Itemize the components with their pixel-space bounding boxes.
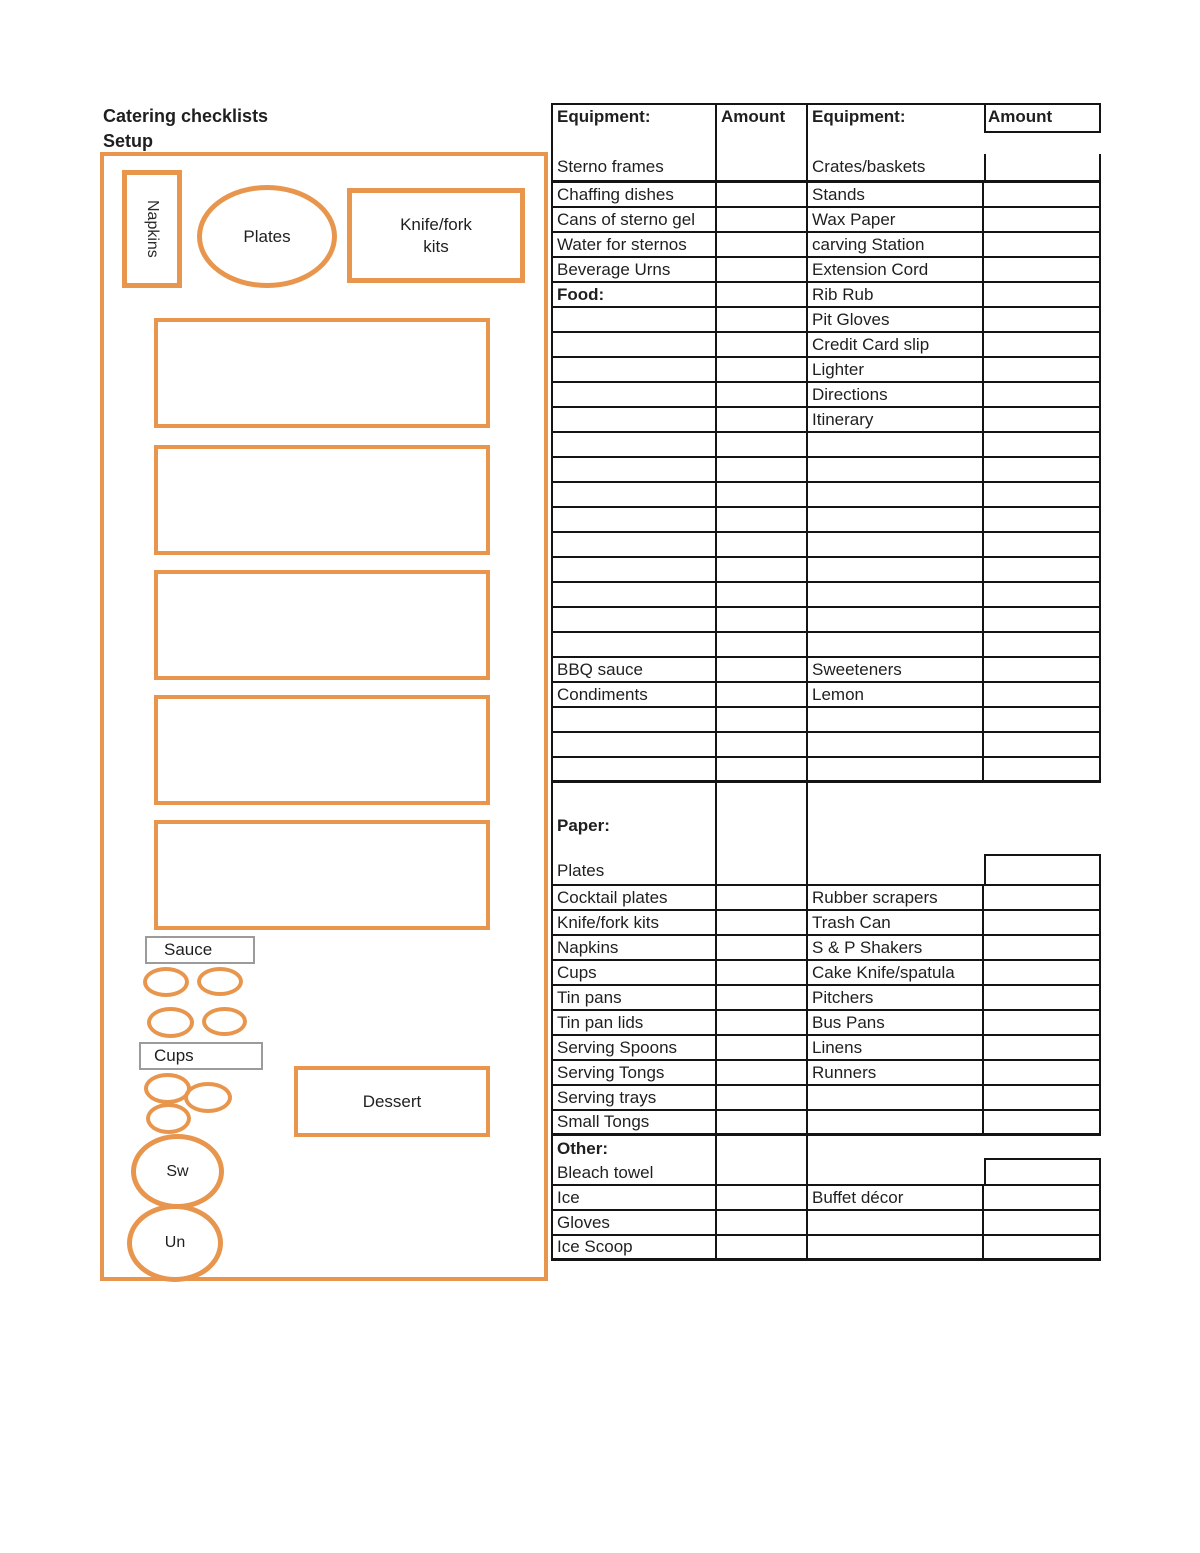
table-row (553, 483, 1101, 508)
amount-cell (984, 683, 1101, 706)
section-cell (553, 783, 717, 884)
table-row (553, 961, 1101, 986)
amount-cell (717, 683, 808, 706)
item-cell: Trash Can (808, 911, 984, 934)
amount-cell (984, 708, 1101, 731)
item-cell (553, 483, 717, 506)
table-row (553, 658, 1101, 683)
amount-cell (984, 558, 1101, 581)
amount-cell (984, 783, 1101, 884)
napkins-label: Napkins (144, 200, 161, 258)
amount-cell (984, 308, 1101, 331)
item-cell: Cake Knife/spatula (808, 961, 984, 984)
item-cell: Pitchers (808, 986, 984, 1009)
amount-cell (984, 658, 1101, 681)
item-cell: Pit Gloves (808, 308, 984, 331)
item-cell (553, 433, 717, 456)
section-label: Paper: (557, 816, 610, 835)
item-cell (553, 733, 717, 756)
table-row (553, 333, 1101, 358)
item-cell: Buffet décor (808, 1186, 984, 1209)
amount-cell (984, 583, 1101, 606)
plates-label: Plates (243, 226, 291, 246)
item-cell (553, 333, 717, 356)
item-cell (553, 383, 717, 406)
amount-cell (717, 886, 808, 909)
amount-cell (984, 1136, 1101, 1184)
item-cell (808, 708, 984, 731)
sweet-tea-circle (131, 1134, 224, 1209)
amount-cell (984, 1036, 1101, 1059)
item-cell: Beverage Urns (553, 258, 717, 281)
amount-cell (717, 911, 808, 934)
sauce-cup-ellipse (202, 1007, 247, 1036)
amount-cell (717, 105, 808, 180)
item-cell (808, 608, 984, 631)
table-row (553, 608, 1101, 633)
item-cell (553, 308, 717, 331)
item-cell: Condiments (553, 683, 717, 706)
amount-cell (984, 533, 1101, 556)
item-cell (808, 583, 984, 606)
amount-cell (717, 1236, 808, 1258)
amount-cell (984, 1186, 1101, 1209)
table-row (553, 1036, 1101, 1061)
amount-cell (984, 105, 1101, 180)
table-row (553, 683, 1101, 708)
amount-cell (984, 233, 1101, 256)
table-row (553, 183, 1101, 208)
item-cell: Crates/baskets (812, 157, 926, 176)
table-row (553, 433, 1101, 458)
item-cell: Serving Spoons (553, 1036, 717, 1059)
amount-cell (717, 233, 808, 256)
sweet-tea-label: Sw (166, 1162, 189, 1180)
item-cell: Lighter (808, 358, 984, 381)
amount-cell (984, 758, 1101, 780)
item-cell (808, 483, 984, 506)
amount-cell (717, 433, 808, 456)
amount-cell (984, 258, 1101, 281)
sauce-label-box (145, 936, 255, 964)
knife-fork-kits-box (347, 188, 525, 283)
amount-cell (717, 1036, 808, 1059)
item-cell (553, 633, 717, 656)
buffet-tray-rect (154, 820, 490, 930)
item-cell: Cans of sterno gel (553, 208, 717, 231)
item-cell (808, 1086, 984, 1109)
section-label: Equipment: (557, 107, 651, 126)
table-row (553, 408, 1101, 433)
knife-fork-label-line2: kits (423, 236, 449, 256)
unsweet-tea-label: Un (164, 1234, 186, 1251)
amount-cell (984, 408, 1101, 431)
section-cell (553, 105, 717, 180)
amount-cell (717, 1211, 808, 1234)
amount-cell (984, 1011, 1101, 1034)
amount-cell (984, 633, 1101, 656)
table-row (553, 1086, 1101, 1111)
table-row (553, 758, 1101, 783)
item-cell: Cups (553, 961, 717, 984)
table-row (553, 308, 1101, 333)
section-cell (808, 1136, 984, 1184)
item-cell: S & P Shakers (808, 936, 984, 959)
item-cell: Lemon (808, 683, 984, 706)
amount-cell (717, 608, 808, 631)
sauce-cup-ellipse (147, 1007, 194, 1038)
amount-cell (984, 383, 1101, 406)
amount-cell (717, 408, 808, 431)
amount-cell (717, 583, 808, 606)
amount-cell (717, 533, 808, 556)
item-cell: Tin pans (553, 986, 717, 1009)
plates-ellipse (197, 185, 337, 288)
item-cell (808, 558, 984, 581)
sauce-cup-ellipse (143, 967, 189, 997)
table-row (553, 633, 1101, 658)
amount-cell (984, 458, 1101, 481)
table-row (553, 1061, 1101, 1086)
item-cell: carving Station (808, 233, 984, 256)
table-section-row (553, 783, 1101, 886)
item-cell: Sterno frames (557, 157, 664, 176)
table-section-row (553, 105, 1101, 183)
table-section-row (553, 1136, 1101, 1186)
amount-cell (717, 333, 808, 356)
item-cell: Bus Pans (808, 1011, 984, 1034)
item-cell: Chaffing dishes (553, 183, 717, 206)
item-cell (553, 358, 717, 381)
item-cell (808, 633, 984, 656)
table-row (553, 533, 1101, 558)
amount-cell (984, 1236, 1101, 1258)
table-row (553, 1236, 1101, 1261)
item-cell: Small Tongs (553, 1111, 717, 1133)
amount-cell (717, 1111, 808, 1133)
amount-cell (717, 1136, 808, 1184)
item-cell (808, 733, 984, 756)
amount-cell (717, 358, 808, 381)
amount-cell (717, 458, 808, 481)
amount-cell (717, 1011, 808, 1034)
table-row (553, 1186, 1101, 1211)
table-row (553, 733, 1101, 758)
amount-cell (984, 608, 1101, 631)
item-cell (808, 1111, 984, 1133)
cups-label: Cups (154, 1046, 194, 1065)
table-row (553, 208, 1101, 233)
item-cell: Linens (808, 1036, 984, 1059)
amount-cell (717, 208, 808, 231)
table-row (553, 886, 1101, 911)
sauce-label: Sauce (164, 940, 213, 959)
buffet-tray-rect (154, 318, 490, 428)
dessert-label: Dessert (362, 1091, 422, 1111)
page-title: Catering checklists (103, 106, 269, 126)
amount-cell (717, 308, 808, 331)
page-subtitle: Setup (103, 131, 154, 151)
table-row (553, 358, 1101, 383)
table-row (553, 458, 1101, 483)
item-cell: Rib Rub (808, 283, 984, 306)
item-cell: Wax Paper (808, 208, 984, 231)
napkins-box (122, 170, 182, 288)
item-cell (553, 508, 717, 531)
amount-cell (717, 733, 808, 756)
table-row (553, 1111, 1101, 1136)
amount-cell (984, 886, 1101, 909)
amount-cell (717, 558, 808, 581)
amount-cell (717, 1061, 808, 1084)
item-cell: Knife/fork kits (553, 911, 717, 934)
item-cell (553, 758, 717, 780)
equipment-checklist-table (551, 103, 1101, 1261)
amount-cell (717, 783, 808, 884)
table-row (553, 1011, 1101, 1036)
item-cell: Ice (553, 1186, 717, 1209)
amount-cell (717, 708, 808, 731)
section-label: Other: (557, 1139, 608, 1158)
item-cell: Extension Cord (808, 258, 984, 281)
unsweet-tea-circle (127, 1204, 223, 1282)
amount-cell (984, 358, 1101, 381)
item-cell (553, 533, 717, 556)
buffet-tray-rect (154, 445, 490, 555)
buffet-tray-rect (154, 570, 490, 680)
amount-cell (717, 1086, 808, 1109)
cup-ellipse (146, 1103, 191, 1134)
item-cell: Rubber scrapers (808, 886, 984, 909)
amount-cell (984, 961, 1101, 984)
item-cell: Directions (808, 383, 984, 406)
item-cell (553, 583, 717, 606)
amount-cell (984, 733, 1101, 756)
buffet-tray-rect (154, 695, 490, 805)
amount-cell (717, 183, 808, 206)
table-row (553, 558, 1101, 583)
item-cell: Gloves (553, 1211, 717, 1234)
amount-cell (984, 986, 1101, 1009)
item-cell: Cocktail plates (553, 886, 717, 909)
amount-cell (984, 936, 1101, 959)
section-cell (808, 105, 984, 180)
table-row (553, 1211, 1101, 1236)
amount-cell (984, 333, 1101, 356)
item-cell: Runners (808, 1061, 984, 1084)
amount-cell (717, 483, 808, 506)
dessert-box (294, 1066, 490, 1137)
cups-label-box (139, 1042, 263, 1070)
item-cell (808, 508, 984, 531)
amount-cell (717, 986, 808, 1009)
amount-cell (984, 1111, 1101, 1133)
amount-cell (984, 508, 1101, 531)
item-cell: Ice Scoop (553, 1236, 717, 1258)
item-cell (808, 1236, 984, 1258)
item-cell: Water for sternos (553, 233, 717, 256)
item-cell (808, 758, 984, 780)
table-row (553, 508, 1101, 533)
table-row (553, 583, 1101, 608)
section-label: Equipment: (812, 107, 906, 126)
amount-cell (717, 258, 808, 281)
cup-ellipse (184, 1082, 232, 1113)
amount-cell (717, 633, 808, 656)
table-row (553, 986, 1101, 1011)
item-cell: Plates (557, 861, 605, 880)
table-row (553, 383, 1101, 408)
amount-cell (717, 283, 808, 306)
item-cell: Bleach towel (557, 1163, 654, 1182)
table-row (553, 258, 1101, 283)
item-cell (808, 433, 984, 456)
amount-cell (984, 283, 1101, 306)
item-cell: Itinerary (808, 408, 984, 431)
table-row (553, 936, 1101, 961)
amount-cell (717, 758, 808, 780)
item-cell (553, 708, 717, 731)
table-row (553, 233, 1101, 258)
amount-cell (984, 911, 1101, 934)
item-cell (553, 458, 717, 481)
amount-column-header: Amount (988, 107, 1053, 126)
amount-column-header: Amount (721, 107, 786, 126)
amount-cell (984, 1086, 1101, 1109)
table-row (553, 283, 1101, 308)
amount-cell (717, 936, 808, 959)
item-cell: Sweeteners (808, 658, 984, 681)
item-cell (553, 408, 717, 431)
amount-cell (984, 483, 1101, 506)
item-cell: Serving Tongs (553, 1061, 717, 1084)
amount-cell (717, 383, 808, 406)
amount-cell (717, 658, 808, 681)
amount-cell (717, 508, 808, 531)
amount-cell (984, 1061, 1101, 1084)
sauce-cup-ellipse (197, 967, 243, 996)
item-cell: Food: (553, 283, 717, 306)
item-cell (553, 608, 717, 631)
amount-cell (984, 183, 1101, 206)
item-cell: Serving trays (553, 1086, 717, 1109)
item-cell: Credit Card slip (808, 333, 984, 356)
section-cell (808, 783, 984, 884)
knife-fork-label-line1: Knife/fork (400, 214, 472, 234)
item-cell: Napkins (553, 936, 717, 959)
item-cell (808, 458, 984, 481)
table-row (553, 708, 1101, 733)
item-cell (808, 533, 984, 556)
amount-cell (984, 433, 1101, 456)
section-cell (553, 1136, 717, 1184)
amount-cell (984, 208, 1101, 231)
amount-cell (984, 1211, 1101, 1234)
item-cell: Tin pan lids (553, 1011, 717, 1034)
amount-cell (717, 1186, 808, 1209)
table-row (553, 911, 1101, 936)
item-cell (553, 558, 717, 581)
amount-cell (717, 961, 808, 984)
item-cell (808, 1211, 984, 1234)
item-cell: BBQ sauce (553, 658, 717, 681)
item-cell: Stands (808, 183, 984, 206)
